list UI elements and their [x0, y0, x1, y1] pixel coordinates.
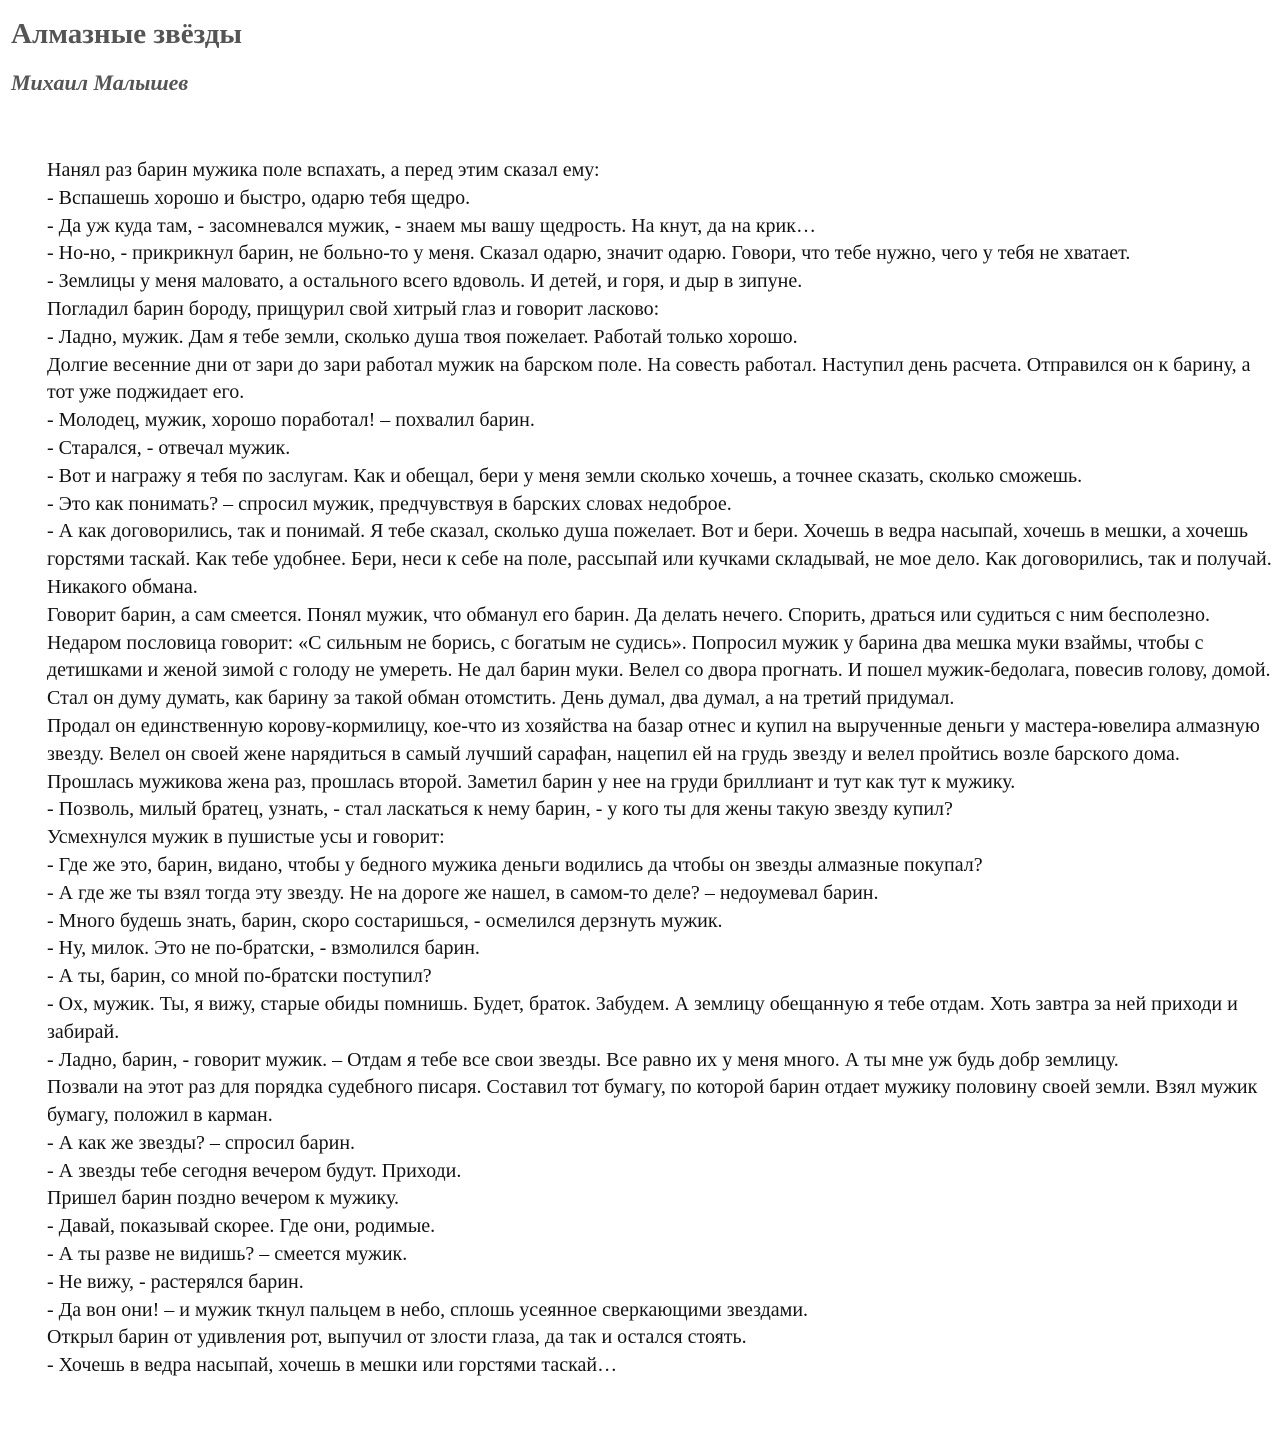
story-paragraph: - Но-но, - прикрикнул барин, не больно-то у меня. Сказал одарю, значит одарю. Говори, что тебе нужно, чего у тебя не хватает.	[47, 242, 1131, 265]
story-paragraph: - Старался, - отвечал мужик.	[47, 436, 291, 459]
story-paragraph: - Не вижу, - растерялся барин.	[47, 1270, 304, 1293]
story-paragraph: - Да вон они! – и мужик ткнул пальцем в небо, сплошь усеянное сверкающими звездами.	[47, 1298, 809, 1321]
story-paragraph: - Хочешь в ведра насыпай, хочешь в мешки или горстями таскай…	[47, 1354, 618, 1377]
story-paragraph: Долгие весенние дни от зари до зари работал мужик на барском поле. На совесть работал. Наступил день расчета. Отправился он к барину, а тот уже поджидает его.	[47, 353, 1251, 404]
story-paragraph: - А ты разве не видишь? – смеется мужик.	[47, 1243, 408, 1266]
story-paragraph: Погладил барин бороду, прищурил свой хитрый глаз и говорит ласково:	[47, 297, 660, 320]
story-paragraph: - Ох, мужик. Ты, я вижу, старые обиды помнишь. Будет, браток. Забудем. А землицу обещанную я тебе отдам. Хоть завтра за ней приходи и забирай.	[47, 992, 1238, 1043]
story-paragraph: - Да уж куда там, - засомневался мужик, - знаем мы вашу щедрость. На кнут, да на крик…	[47, 214, 816, 237]
story-paragraph: - А звезды тебе сегодня вечером будут. Приходи.	[47, 1159, 462, 1182]
story-paragraph: Пришел барин поздно вечером к мужику.	[47, 1187, 399, 1210]
story-paragraph: Прошлась мужикова жена раз, прошлась второй. Заметил барин у нее на груди бриллиант и тут как тут к мужику.	[47, 770, 1016, 793]
story-paragraph: - Ладно, барин, - говорит мужик. – Отдам я тебе все свои звезды. Все равно их у меня много. А ты мне уж будь добр землицу.	[47, 1048, 1119, 1071]
story-paragraph: - А ты, барин, со мной по-братски поступил?	[47, 965, 432, 988]
story-paragraph: - А где же ты взял тогда эту звезду. Не на дороге же нашел, в самом-то деле? – недоумевал барин.	[47, 881, 879, 904]
story-paragraph: - Молодец, мужик, хорошо поработал! – похвалил барин.	[47, 409, 535, 432]
story-paragraph: Усмехнулся мужик в пушистые усы и говорит:	[47, 826, 445, 849]
story-paragraph: Говорит барин, а сам смеется. Понял мужик, что обманул его барин. Да делать нечего. Спорить, драться или судиться с ним бесполезно. Недаром пословица говорит: «С сильным не борись, с богатым не судись». Попросил мужик у барина два мешка муки взаймы, чтобы с детишками и женой зимой с голоду не умереть. Не дал барин муки. Велел со двора прогнать. И пошел мужик-бедолага, повесив голову, домой. Стал он думу думать, как барину за такой обман отомстить. День думал, два думал, а на третий придумал.	[47, 603, 1271, 710]
story-paragraph: - Давай, показывай скорее. Где они, родимые.	[47, 1215, 436, 1238]
story-author: Михаил Малышев	[11, 70, 189, 95]
story-paragraph: Позвали на этот раз для порядка судебного писаря. Составил тот бумагу, по которой барин отдает мужику половину своей земли. Взял мужик бумагу, положил в карман.	[47, 1076, 1258, 1127]
story-title: Алмазные звёзды	[11, 18, 243, 50]
story-paragraph: - Вспашешь хорошо и быстро, одарю тебя щедро.	[47, 186, 471, 209]
story-text	[47, 157, 1272, 1380]
story-paragraph: - Землицы у меня маловато, а остального всего вдоволь. И детей, и горя, и дыр в зипуне.	[47, 270, 803, 293]
story-paragraph: - Вот и награжу я тебя по заслугам. Как и обещал, бери у меня земли сколько хочешь, а точнее сказать, сколько сможешь.	[47, 464, 1083, 487]
story-paragraph: - Где же это, барин, видано, чтобы у бедного мужика деньги водились да чтобы он звезды алмазные покупал?	[47, 853, 983, 876]
story-paragraph: - А как договорились, так и понимай. Я тебе сказал, сколько душа пожелает. Вот и бери. Хочешь в ведра насыпай, хочешь в мешки, а хочешь горстями таскай. Как тебе удобнее. Бери, неси к себе на поле, рассыпай или кучками складывай, не мое дело. Как договорились, так и получай. Никакого обмана.	[47, 520, 1272, 598]
story-paragraph: Нанял раз барин мужика поле вспахать, а перед этим сказал ему:	[47, 159, 600, 181]
story-paragraph: - Ладно, мужик. Дам я тебе земли, сколько душа твоя пожелает. Работай только хорошо.	[47, 325, 798, 348]
story-paragraph: Продал он единственную корову-кормилицу, кое-что из хозяйства на базар отнес и купил на вырученные деньги у мастера-ювелира алмазную звезду. Велел он своей жене нарядиться в самый лучший сарафан, нацепил ей на грудь звезду и велел пройтись возле барского дома.	[47, 714, 1260, 765]
story-paragraph: - Позволь, милый братец, узнать, - стал ласкаться к нему барин, - у кого ты для жены такую звезду купил?	[47, 798, 953, 821]
story-paragraph: - Это как понимать? – спросил мужик, предчувствуя в барских словах недоброе.	[47, 492, 732, 515]
story-paragraph: - Много будешь знать, барин, скоро состаришься, - осмелился дерзнуть мужик.	[47, 909, 723, 932]
story-paragraph: - Ну, милок. Это не по-братски, - взмолился барин.	[47, 937, 480, 960]
story-paragraph: - А как же звезды? – спросил барин.	[47, 1131, 356, 1154]
story-paragraph: Открыл барин от удивления рот, выпучил от злости глаза, да так и остался стоять.	[47, 1326, 747, 1349]
